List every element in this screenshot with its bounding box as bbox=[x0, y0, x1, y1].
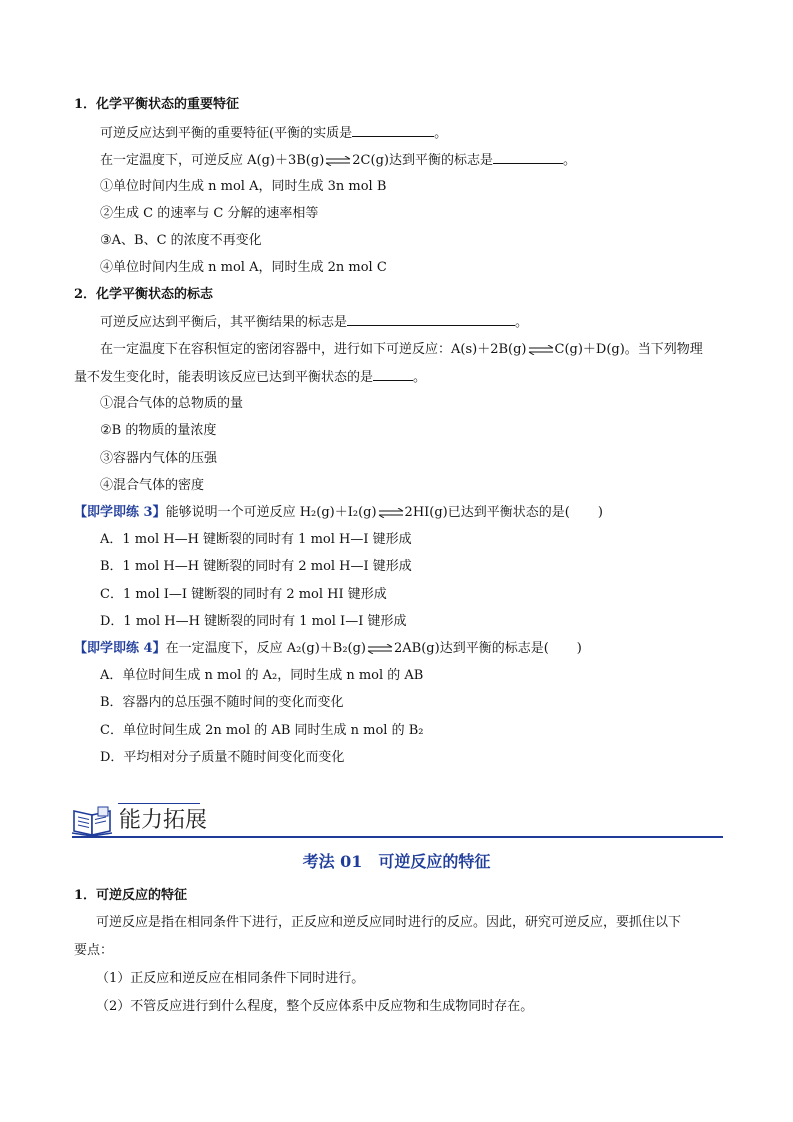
fill-in-blank bbox=[347, 313, 515, 326]
choice-d: D．平均相对分子质量不随时间变化而变化 bbox=[100, 750, 345, 765]
paragraph-text: 量不发生变化时，能表明该反应已达到平衡状态的是 bbox=[74, 370, 374, 385]
section-3-heading: 1．可逆反应的特征 bbox=[74, 888, 188, 903]
option-item: ④混合气体的密度 bbox=[100, 478, 205, 493]
question-text: 在一定温度下，反应 A₂(g)＋B₂(g) bbox=[165, 641, 367, 656]
paragraph-text: 在一定温度下在容积恒定的密闭容器中，进行如下可逆反应：A(s)＋2B(g) bbox=[100, 342, 527, 357]
equilibrium-arrow-icon bbox=[378, 508, 404, 518]
choice-b: B．容器内的总压强不随时间的变化而变化 bbox=[100, 695, 344, 710]
section-3-paragraph-1-cont: 要点： bbox=[74, 943, 114, 958]
exercise-tag: 【即学即练 4】 bbox=[74, 641, 166, 656]
paragraph-text: 在一定温度下，可逆反应 A(g)＋3B(g) bbox=[100, 153, 325, 168]
option-item: ②生成 C 的速率与 C 分解的速率相等 bbox=[100, 206, 319, 221]
point-1: （1）正反应和逆反应在相同条件下同时进行。 bbox=[96, 971, 365, 986]
choice-c: C．单位时间生成 2n mol 的 AB 同时生成 n mol 的 B₂ bbox=[100, 723, 424, 738]
fill-in-blank bbox=[373, 368, 413, 381]
choice-a: A．单位时间生成 n mol 的 A₂，同时生成 n mol 的 AB bbox=[100, 668, 424, 683]
exercise-3-question bbox=[74, 504, 603, 522]
section-1-heading: 1．化学平衡状态的重要特征 bbox=[74, 97, 240, 112]
question-end: ) bbox=[597, 505, 603, 520]
paragraph-text: 可逆反应达到平衡后，其平衡结果的标志是 bbox=[100, 315, 348, 330]
equilibrium-arrow-icon bbox=[325, 156, 351, 166]
banner-title: 能力拓展 bbox=[119, 808, 208, 833]
point-2: （2）不管反应进行到什么程度，整个反应体系中反应物和生成物同时存在。 bbox=[96, 999, 534, 1014]
paragraph-text-cont: 2C(g)达到平衡的标志是 bbox=[352, 153, 493, 168]
section-3-paragraph-1: 可逆反应是指在相同条件下进行，正反应和逆反应同时进行的反应。因此，研究可逆反应，要抓住以下 bbox=[96, 915, 682, 930]
section-1-paragraph-2 bbox=[100, 151, 576, 170]
option-item: ①单位时间内生成 n mol A，同时生成 3n mol B bbox=[100, 179, 387, 194]
section-2-paragraph-1 bbox=[100, 313, 528, 332]
choice-a: A．1 mol H—H 键断裂的同时有 1 mol H—I 键形成 bbox=[100, 532, 412, 547]
question-end: ) bbox=[576, 641, 582, 656]
paragraph-end: 。 bbox=[413, 370, 427, 385]
section-2-paragraph-2 bbox=[100, 341, 703, 359]
option-item: ④单位时间内生成 n mol A，同时生成 2n mol C bbox=[100, 260, 387, 275]
fill-in-blank bbox=[493, 151, 563, 164]
option-item: ③A、B、C 的浓度不再变化 bbox=[100, 233, 262, 248]
paragraph-end: 。 bbox=[434, 126, 448, 141]
section-2-heading: 2．化学平衡状态的标志 bbox=[74, 287, 214, 302]
banner-rule bbox=[72, 836, 723, 838]
option-item: ①混合气体的总物质的量 bbox=[100, 396, 244, 411]
option-item: ③容器内气体的压强 bbox=[100, 451, 218, 466]
paragraph-end: 。 bbox=[562, 153, 576, 168]
paragraph-end: 。 bbox=[515, 315, 529, 330]
method-title: 考法 01 可逆反应的特征 bbox=[302, 852, 491, 871]
question-text-cont: 2HI(g)已达到平衡状态的是( bbox=[404, 505, 570, 520]
section-1-paragraph-1 bbox=[100, 124, 447, 143]
option-item: ②B 的物质的量浓度 bbox=[100, 423, 217, 438]
choice-b: B．1 mol H—H 键断裂的同时有 2 mol H—I 键形成 bbox=[100, 559, 412, 574]
choice-c: C．1 mol I—I 键断裂的同时有 2 mol HI 键形成 bbox=[100, 587, 387, 602]
equilibrium-arrow-icon bbox=[367, 644, 393, 654]
paragraph-text-cont: C(g)＋D(g)。当下列物理 bbox=[554, 342, 703, 357]
fill-in-blank bbox=[352, 124, 434, 137]
question-text: 能够说明一个可逆反应 H₂(g)＋I₂(g) bbox=[165, 505, 377, 520]
paragraph-text: 可逆反应达到平衡的重要特征(平衡的实质是 bbox=[100, 126, 353, 141]
section-2-paragraph-3 bbox=[74, 368, 426, 387]
choice-d: D．1 mol H—H 键断裂的同时有 1 mol I—I 键形成 bbox=[100, 614, 407, 629]
equilibrium-arrow-icon bbox=[528, 345, 554, 355]
banner-top-rule bbox=[118, 803, 200, 804]
exercise-4-question bbox=[74, 640, 582, 658]
exercise-tag: 【即学即练 3】 bbox=[74, 505, 166, 520]
question-text-cont: 2AB(g)达到平衡的标志是( bbox=[394, 641, 549, 656]
